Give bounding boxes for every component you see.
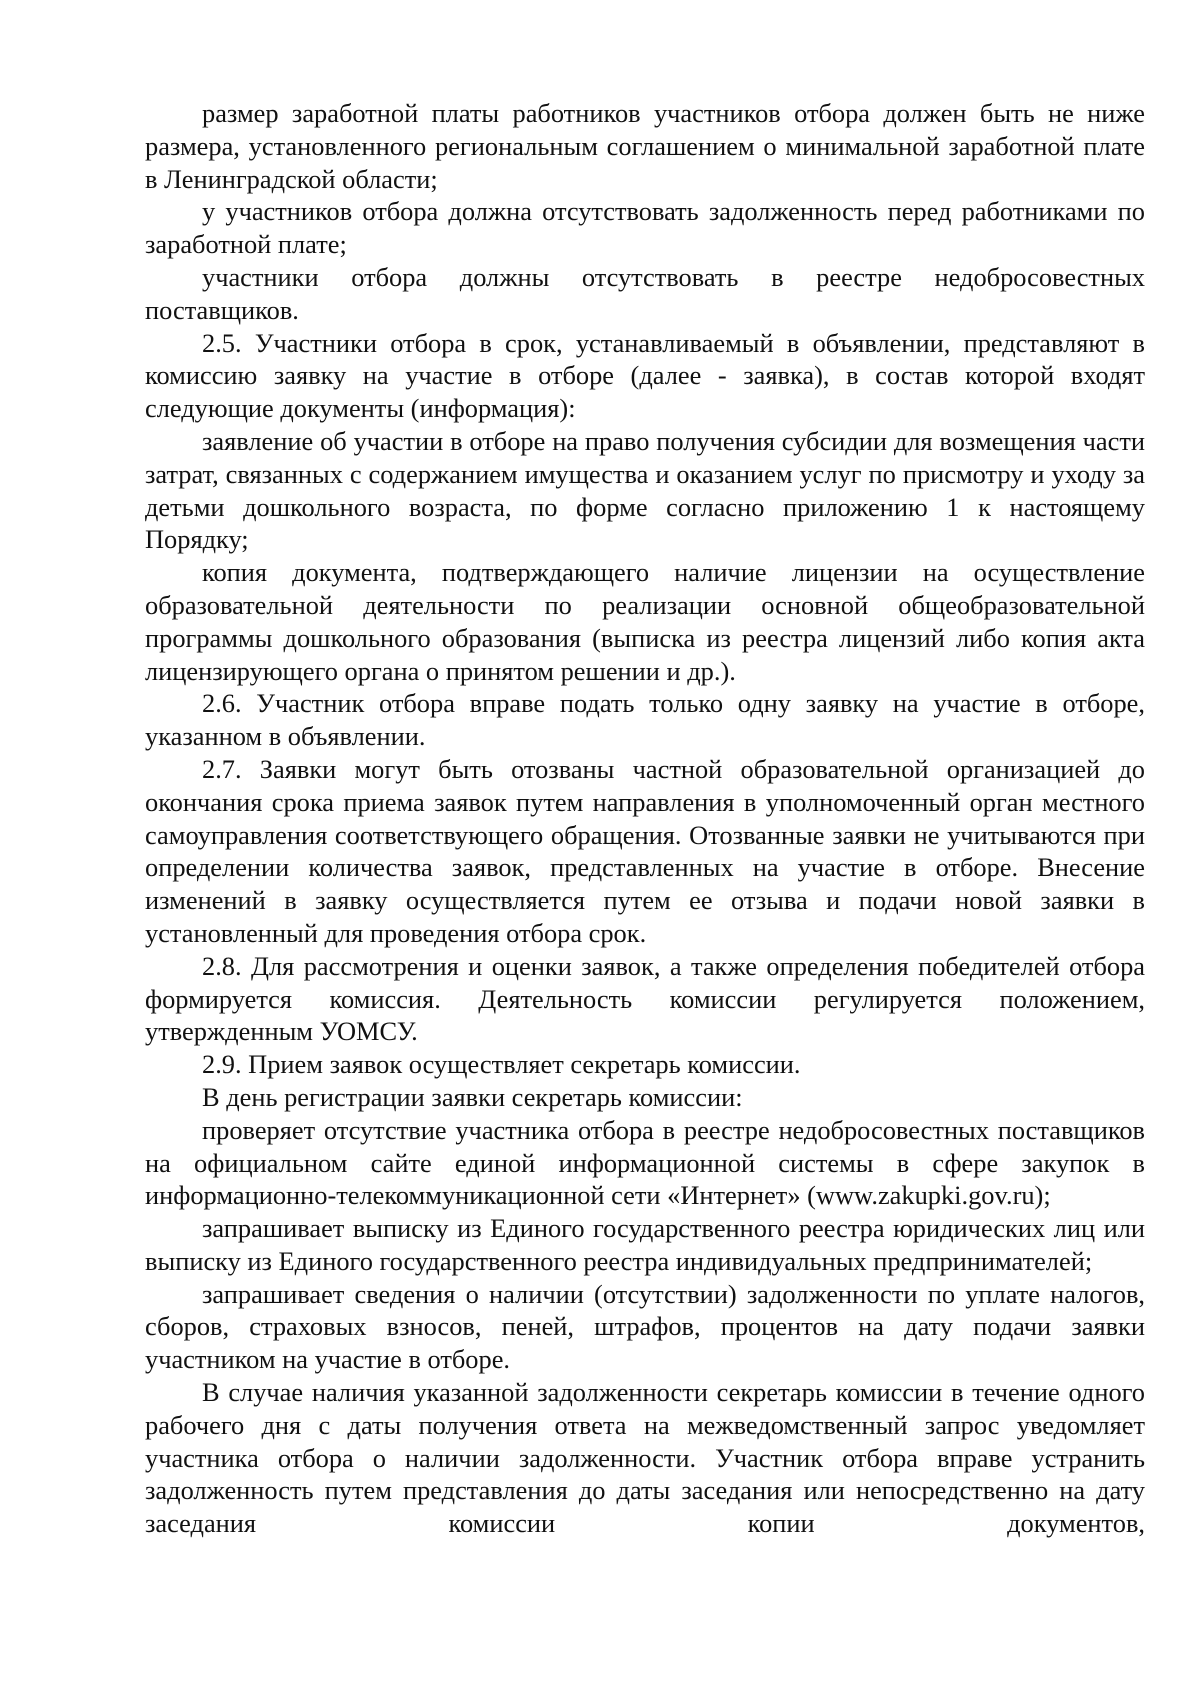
paragraph-application-statement: заявление об участии в отборе на право получения субсидии для возмещения части затрат, связанных с содержанием имущества и оказанием услуг по присмотру и уходу за детьми дошкольного возраста, по форме согласно приложению 1 к настоящему Порядку; — [145, 425, 1145, 555]
paragraph-no-wage-debt: у участников отбора должна отсутствовать задолженность перед работниками по заработной плате; — [145, 196, 1145, 260]
paragraph-2-5: 2.5. Участники отбора в срок, устанавливаемый в объявлении, представляют в комиссию заявку на участие в отборе (далее - заявка), в состав которой входят следующие документы (информация): — [145, 327, 1145, 424]
paragraph-2-7: 2.7. Заявки могут быть отозваны частной образовательной организацией до окончания срока приема заявок путем направления в уполномоченный орган местного самоуправления соответствующего обращения. Отозванные заявки не учитываются при определении количества заявок, представленных на участие в отборе. Внесение изменений в заявку осуществляется путем ее отзыва и подачи новой заявки в установленный для проведения отбора срок. — [145, 753, 1145, 948]
paragraph-checks-registry: проверяет отсутствие участника отбора в реестре недобросовестных поставщиков на официальном сайте единой информационной системы в сфере закупок в информационно-телекоммуникационной сети «Интернет» (www.zakupki.gov.ru); — [145, 1114, 1145, 1211]
paragraph-registration-day: В день регистрации заявки секретарь комиссии: — [202, 1081, 743, 1112]
paragraph-2-6: 2.6. Участник отбора вправе подать только одну заявку на участие в отборе, указанном в объявлении. — [145, 688, 1145, 752]
paragraph-not-in-registry: участники отбора должны отсутствовать в реестре недобросовестных поставщиков. — [145, 261, 1145, 325]
paragraph-2-9: 2.9. Прием заявок осуществляет секретарь комиссии. — [202, 1049, 801, 1080]
paragraph-requests-tax-info: запрашивает сведения о наличии (отсутствии) задолженности по уплате налогов, сборов, страховых взносов, пеней, штрафов, процентов на дату подачи заявки участником на участие в отборе. — [145, 1278, 1145, 1375]
document-page — [145, 97, 1145, 1540]
paragraph-license-copy: копия документа, подтверждающего наличие лицензии на осуществление образовательной деятельности по реализации основной общеобразовательной программы дошкольного образования (выписка из реестра лицензий либо копия акта лицензирующего органа о принятом решении и др.). — [145, 557, 1145, 686]
paragraph-salary-requirement: размер заработной платы работников участников отбора должен быть не ниже размера, установленного региональным соглашением о минимальной заработной плате в Ленинградской области; — [145, 98, 1145, 194]
paragraph-2-8: 2.8. Для рассмотрения и оценки заявок, а также определения победителей отбора формируется комиссия. Деятельность комиссии регулируется положением, утвержденным УОМСУ. — [145, 950, 1145, 1047]
paragraph-debt-notification: В случае наличия указанной задолженности секретарь комиссии в течение одного рабочего дня с даты получения ответа на межведомственный запрос уведомляет участника отбора о наличии задолженности. Участник отбора вправе устранить задолженность путем представления до даты заседания или непосредственно на дату заседания комиссии копии документов, — [145, 1377, 1145, 1539]
paragraph-requests-extract: запрашивает выписку из Единого государственного реестра юридических лиц или выписку из Единого государственного реестра индивидуальных предпринимателей; — [145, 1213, 1145, 1276]
